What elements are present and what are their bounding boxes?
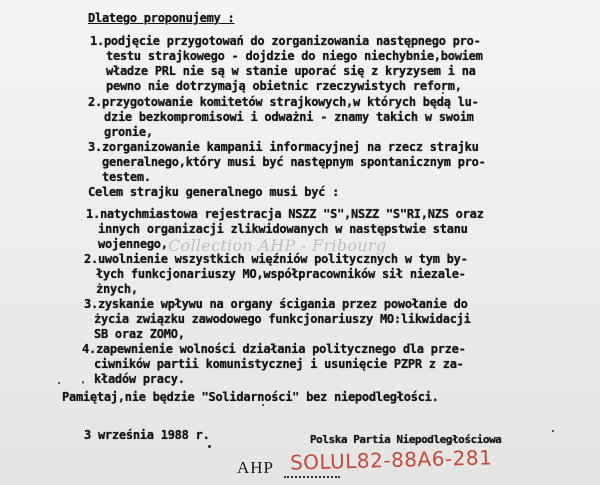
proposal-1-line-4: pewno nie dotrzymają obietnic rzeczywistych reform, — [106, 79, 462, 93]
proposal-1-line-3: władze PRL nie są w stanie uporać się z kryzysem i na — [106, 64, 476, 78]
proposal-2-line-2: dzie bezkompromisowi i odważni - znamy takich w swoim — [104, 110, 474, 124]
proposal-3-line-3: testem. — [102, 170, 151, 184]
proposal-3-line-2: generalnego,który musi być następnym spontanicznym pro- — [102, 155, 486, 169]
goal-2-line-1: 2.uwolnienie wszystkich więźniów politycznych w tym by- — [84, 252, 468, 266]
proposal-1-line-1: 1.podjęcie przygotowań do zorganizowania następnego pro- — [90, 34, 481, 48]
goal-1-line-1: 1.natychmiastowa rejestracja NSZZ "S",NSZZ "S"RI,NZS oraz — [86, 207, 484, 221]
proposal-2-line-1: 2.przygotowanie komitetów strajkowych,w których będą lu- — [88, 95, 479, 109]
document-date: 3 września 1988 r. — [84, 428, 210, 442]
proposal-2-line-3: gronie, — [104, 125, 153, 139]
heading-proposals: Dlatego proponujemy : — [88, 11, 235, 25]
goal-3-line-1: 3.zyskanie wpływu na organy ścigania przez powołanie do — [84, 297, 468, 311]
proposal-3-line-1: 3.zorganizowanie kampanii informacyjnej na rzecz strajku — [88, 140, 479, 154]
archive-reference: SOLUL82-88A6-281 — [289, 445, 493, 475]
goal-4-line-3: kładów pracy. — [94, 372, 185, 386]
archive-prefix: AHP — [237, 458, 275, 477]
goal-2-line-2: łych funkcjonariuszy MO,współpracowników sił niezale- — [96, 267, 466, 281]
goal-4-line-1: 4.zapewnienie wolności działania politycznego dla prze- — [82, 342, 466, 356]
heading-goals: Celem strajku generalnego musi być : — [88, 185, 340, 199]
goal-4-line-2: ciwników partii komunistycznej i usunięcie PZPR z za- — [94, 357, 464, 371]
goal-1-line-2: innych organizacji zlikwidowanych w następstwie stanu — [98, 222, 468, 236]
goal-2-line-3: żnych, — [96, 282, 138, 296]
collection-watermark: Collection AHP - Fribourg — [168, 236, 387, 255]
goal-1-line-3: wojennego, — [98, 237, 168, 251]
signature-party: Polska Partia Niepodległościowa — [310, 433, 502, 446]
closing-motto: Pamiętaj,nie będzie "Solidarności" bez niepodległości. — [62, 390, 439, 404]
stray-mark: ' — [80, 380, 87, 391]
goal-3-line-2: życia związku zawodowego funkcjonariuszy MO:likwidacji — [94, 312, 471, 326]
archive-dotted-line — [284, 476, 340, 478]
goal-3-line-3: SB oraz ZOMO, — [94, 327, 185, 341]
proposal-1-line-2: testu strajkowego - dojdzie do niego niechybnie,bowiem — [106, 49, 483, 63]
